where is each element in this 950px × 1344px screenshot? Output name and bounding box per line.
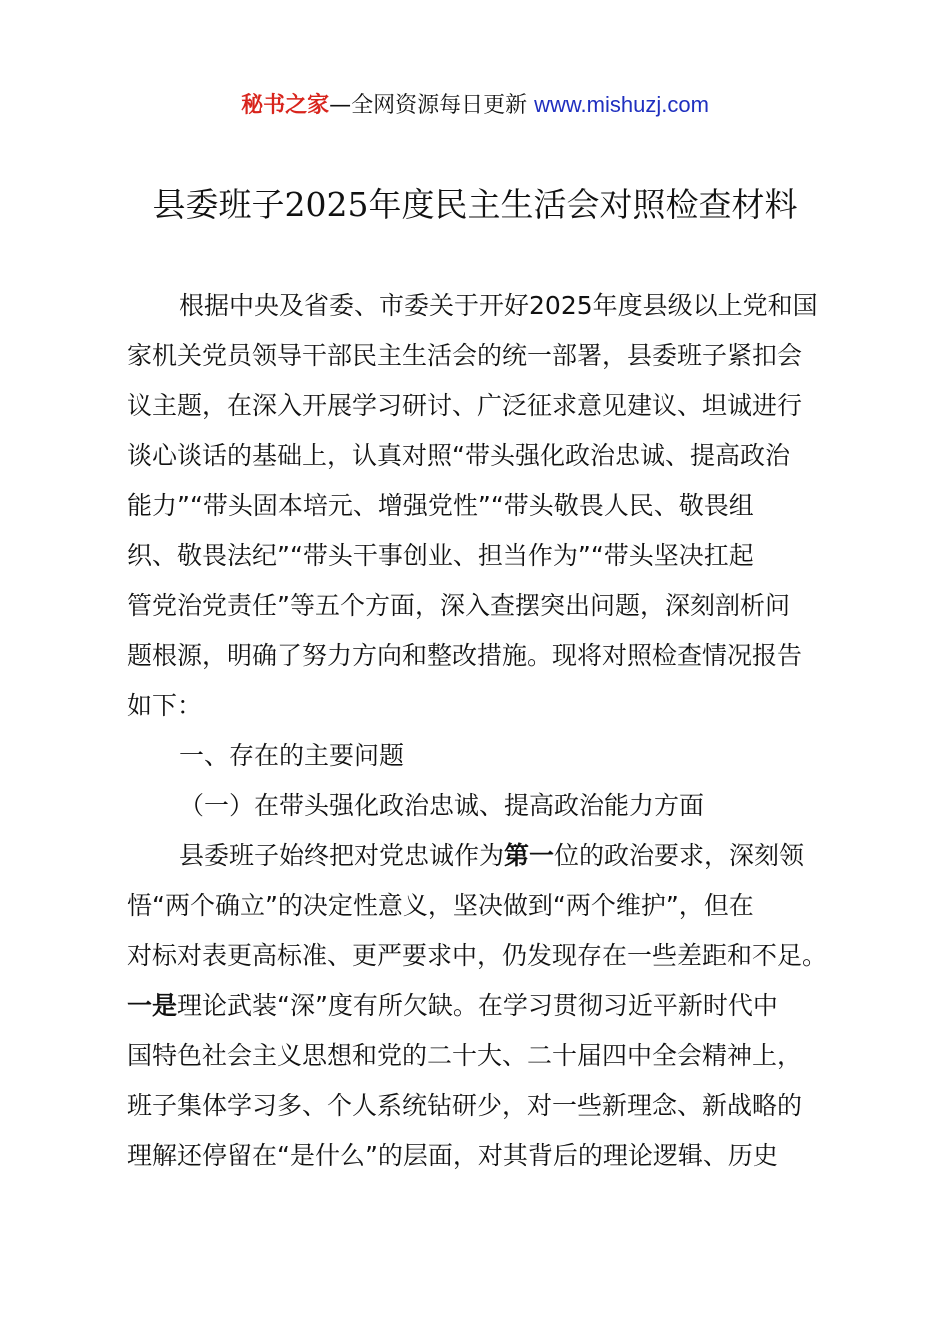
text-run: 如下： (127, 691, 203, 720)
paragraph-line (127, 531, 847, 581)
paragraph-line (127, 381, 847, 431)
paragraph-line (127, 1081, 847, 1131)
text-run: 议主题，在深入开展学习研讨、广泛征求意见建议、坦诚进行 (127, 391, 803, 420)
bold-text-run: 一是 (127, 991, 178, 1020)
text-run: 题根源，明确了努力方向和整改措施。现将对照检查情况报告 (127, 641, 803, 670)
text-run: 位的政治要求，深刻领 (554, 841, 805, 870)
site-header (0, 88, 950, 123)
paragraph-line (127, 881, 847, 931)
paragraph-line (127, 431, 847, 481)
text-run: 班子集体学习多、个人系统钻研少，对一些新理念、新战略的 (127, 1091, 803, 1120)
subsection-heading (127, 781, 847, 831)
site-url-link[interactable]: www.mishuzj.com (534, 92, 709, 117)
paragraph-line (127, 981, 847, 1031)
text-run: 理论武装“深”度有所欠缺。在学习贯彻习近平新时代中 (177, 991, 778, 1020)
text-run: 根据中央及省委、市委关于开好2025年度县级以上党和国 (179, 291, 818, 320)
text-run: 家机关党员领导干部民主生活会的统一部署，县委班子紧扣会 (127, 341, 803, 370)
text-run: 管党治党责任”等五个方面，深入查摆突出问题，深刻剖析问 (127, 591, 790, 620)
paragraph-line (127, 681, 847, 731)
section-heading (127, 731, 847, 781)
paragraph-line (127, 631, 847, 681)
paragraph-line (127, 581, 847, 631)
text-run: 理解还停留在“是什么”的层面，对其背后的理论逻辑、历史 (127, 1141, 778, 1170)
text-run: 县委班子始终把对党忠诚作为 (179, 841, 505, 870)
header-tagline: —全网资源每日更新 (329, 93, 528, 118)
text-run: 织、敬畏法纪”“带头干事创业、担当作为”“带头坚决扛起 (127, 541, 754, 570)
text-run: （一）在带头强化政治忠诚、提高政治能力方面 (179, 791, 705, 820)
brand-name: 秘书之家 (241, 93, 330, 118)
text-run: 谈心谈话的基础上，认真对照“带头强化政治忠诚、提高政治 (127, 441, 790, 470)
paragraph-line (127, 281, 847, 331)
paragraph-line (127, 331, 847, 381)
document-title: 县委班子2025年度民主生活会对照检查材料 (152, 185, 798, 224)
paragraph-line (127, 1031, 847, 1081)
bold-text-run: 第一 (504, 841, 555, 870)
paragraph-line (127, 1131, 847, 1181)
document-body (127, 281, 847, 1181)
text-run: 对标对表更高标准、更严要求中，仍发现存在一些差距和不足。 (127, 941, 828, 970)
text-run: 能力”“带头固本培元、增强党性”“带头敬畏人民、敬畏组 (127, 491, 754, 520)
text-run: 悟“两个确立”的决定性意义，坚决做到“两个维护”，但在 (127, 891, 754, 920)
text-run: 一、存在的主要问题 (179, 741, 405, 770)
text-run: 国特色社会主义思想和党的二十大、二十届四中全会精神上， (127, 1041, 803, 1070)
paragraph-line (127, 931, 847, 981)
paragraph-line (127, 481, 847, 531)
paragraph-line (127, 831, 847, 881)
